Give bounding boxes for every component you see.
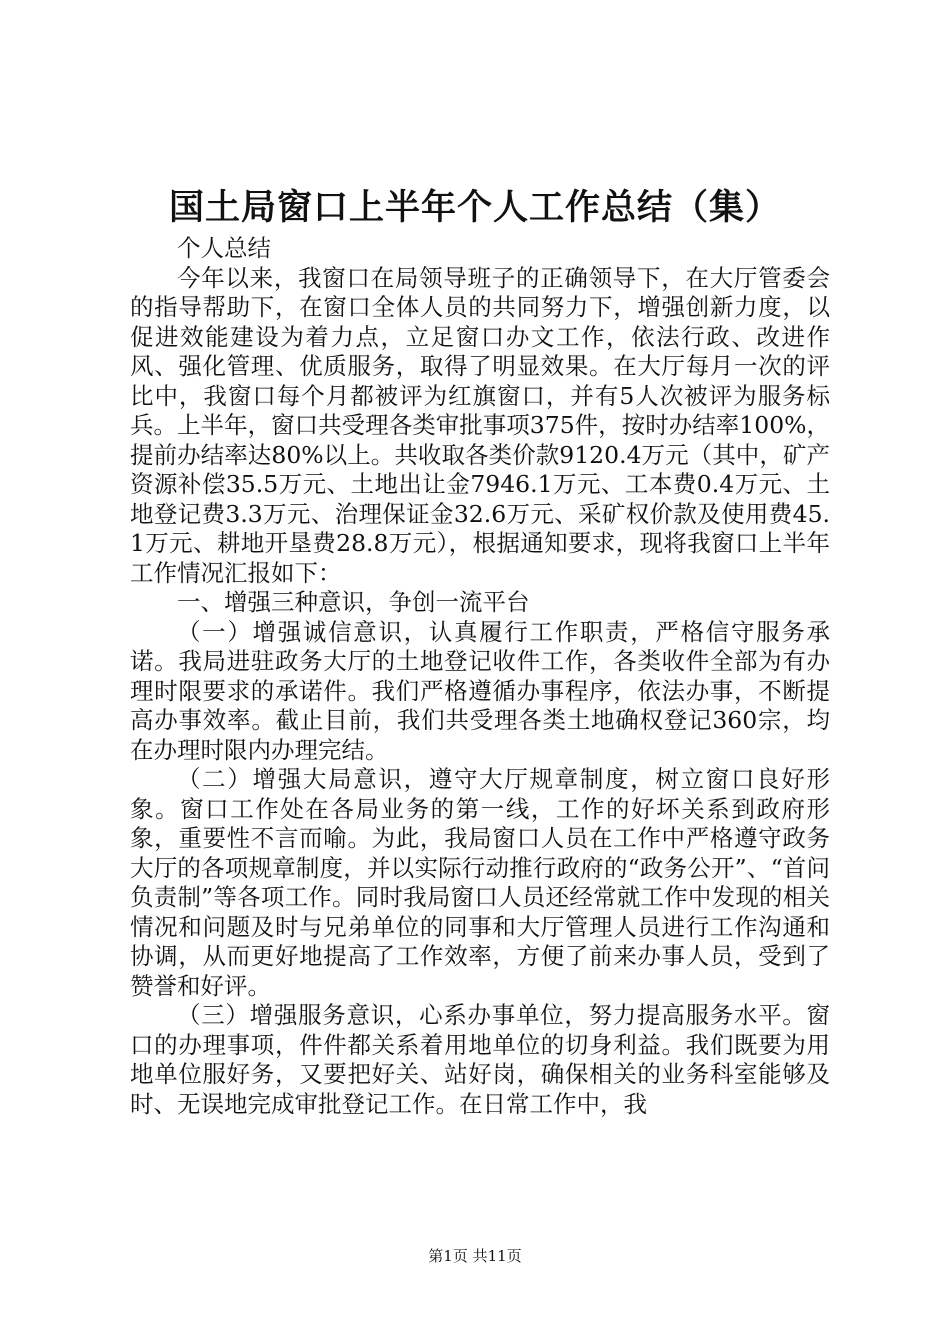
paragraph-item-3: （三）增强服务意识，心系办事单位，努力提高服务水平。窗口的办理事项，件件都关系着用地单位的切身利益。我们既要为用地单位服好务，又要把好关、站好岗，确保相关的业务科室能够及时、无误地完成审批登记工作。在日常工作中，我 [130, 1001, 830, 1118]
document-title: 国土局窗口上半年个人工作总结（集） [168, 187, 781, 228]
page-number-footer: 第1页 共11页 [428, 1247, 522, 1265]
paragraph-item-1: （一）增强诚信意识，认真履行工作职责，严格信守服务承诺。我局进驻政务大厅的土地登记收件工作，各类收件全部为有办理时限要求的承诺件。我们严格遵循办事程序，依法办事，不断提高办事效率。截止目前，我们共受理各类土地确权登记360宗，均在办理时限内办理完结。 [130, 617, 830, 764]
paragraph-intro: 今年以来，我窗口在局领导班子的正确领导下，在大厅管委会的指导帮助下，在窗口全体人员的共同努力下，增强创新力度，以促进效能建设为着力点，立足窗口办文工作，依法行政、改进作风、强化管理、优质服务，取得了明显效果。在大厅每月一次的评比中，我窗口每个月都被评为红旗窗口，并有5人次被评为服务标兵。上半年，窗口共受理各类审批事项375件，按时办结率100%，提前办结率达80%以上。共收取各类价款9120.4万元（其中，矿产资源补偿35.5万元、土地出让金7946.1万元、工本费0.4万元、土地登记费3.3万元、治理保证金32.6万元、采矿权价款及使用费45.1万元、耕地开垦费28.8万元），根据通知要求，现将我窗口上半年工作情况汇报如下： [130, 263, 830, 587]
paragraph-section-label: 个人总结 [177, 234, 271, 262]
section-heading-1: 一、增强三种意识，争创一流平台 [177, 588, 530, 616]
paragraph-item-2: （二）增强大局意识，遵守大厅规章制度，树立窗口良好形象。窗口工作处在各局业务的第一线，工作的好坏关系到政府形象，重要性不言而喻。为此，我局窗口人员在工作中严格遵守政务大厅的各项规章制度，并以实际行动推行政府的“政务公开”、“首问负责制”等各项工作。同时我局窗口人员还经常就工作中发现的相关情况和问题及时与兄弟单位的同事和大厅管理人员进行工作沟通和协调，从而更好地提高了工作效率，方便了前来办事人员，受到了赞誉和好评。 [130, 765, 830, 1000]
document-body [130, 234, 830, 1119]
